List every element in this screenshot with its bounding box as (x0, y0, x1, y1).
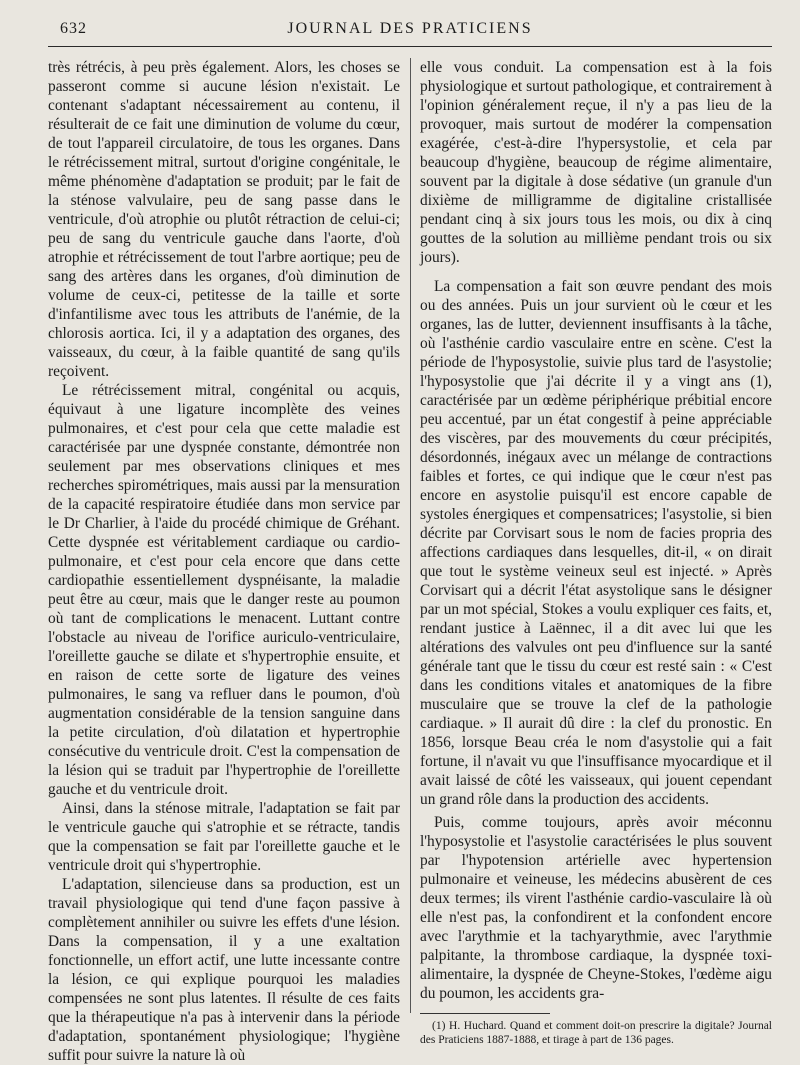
header-rule (48, 46, 772, 47)
paragraph: très rétrécis, à peu près également. Alors, les choses se passeront comme si aucune lésion n'existait. Le contenant s'adaptant nécessairement au contenu, il résulterait de ce fait une diminution de volume du cœur, de tout l'appareil circulatoire, de tous les organes. Dans le rétrécissement mitral, surtout d'origine congénitale, le même phénomène d'adaptation se produit; par le fait de la sténose valvulaire, peu de sang passe dans le ventricule, d'où atrophie ou plutôt rétraction de celui-ci; peu de sang du ventricule gauche dans l'aorte, d'où atrophie et rétrécissement de tout l'arbre aortique; peu de sang des artères dans les organes, d'où diminution de volume de ceux-ci, petitesse de la taille et sorte d'infantilisme avec tous les attributs de l'anémie, de la chlorosis aortica. Ici, il y a adaptation des organes, des vaisseaux, du cœur, à la faible quantité de sang qu'ils reçoivent. (48, 59, 400, 380)
page-header (48, 18, 772, 42)
paragraph: Ainsi, dans la sténose mitrale, l'adaptation se fait par le ventricule gauche qui s'atrophie et se rétracte, tandis que la compensation se fait par l'oreillette gauche et le ventricule droit qui s'hypertrophie. (48, 800, 400, 874)
column-divider (410, 58, 411, 1013)
page-number: 632 (60, 20, 87, 37)
footnote: (1) H. Huchard. Quand et comment doit-on prescrire la digitale? Journal des Praticiens 1887-1888, et tirage à part de 136 pages. (420, 1020, 772, 1046)
paragraph: Le rétrécissement mitral, congénital ou acquis, équivaut à une ligature incomplète des veines pulmonaires, et c'est pour cela que cette maladie est caractérisée par une dyspnée constante, démontrée non seulement par mes observations cliniques et mes recherches spirométriques, mais aussi par la mensuration de la capacité respiratoire étudiée dans mon service par le Dr Charlier, à l'aide du procédé chimique de Gréhant. Cette dyspnée est véritablement cardiaque ou cardio-pulmonaire, et c'est pour cela encore que dans cette cardiopathie essentiellement dyspnéisante, la maladie peut être au cœur, mais que le danger reste au poumon où tant de complications le menacent. Luttant contre l'obstacle au niveau de l'orifice auriculo-ventriculaire, l'oreillette gauche se dilate et s'hypertrophie ensuite, et en raison de cette sorte de ligature des veines pulmonaires, le sang va refluer dans le poumon, d'où augmentation considérable de la tension sanguine dans la petite circulation, d'où dilatation et hypertrophie consécutive du ventricule droit. C'est la compensation de la lésion qui se traduit par l'hypertrophie de l'oreillette gauche et du ventricule droit. (48, 382, 400, 798)
right-column (420, 58, 772, 1047)
article-body (48, 58, 772, 1064)
paragraph: L'adaptation, silencieuse dans sa production, est un travail physiologique qui tend d'une façon passive à complètement annihiler ou suivre les effets d'une lésion. Dans la compensation, il y a une exaltation fonctionnelle, un effort actif, une lutte incessante contre la lésion, ce qui explique pourquoi les maladies compensées ne sont plus latentes. Il résulte de ces faits que la thérapeutique n'a pas à intervenir dans la période d'adaptation, spontanément physiologique; l'hygiène suffit pour suivre la nature là où (48, 876, 400, 1064)
paragraph: elle vous conduit. La compensation est à la fois physiologique et surtout pathologique, et contrairement à l'opinion généralement reçue, il n'y a pas lieu de la provoquer, mais surtout de modérer la compensation exagérée, c'est-à-dire l'hypersystolie, et cela par beaucoup d'hygiène, beaucoup de régime alimentaire, souvent par la digitale à dose sédative (un granule d'un dixième de milligramme de digitaline cristallisée pendant cinq à six jours tous les mois, ou dix à cinq gouttes de la solution au millième pendant trois ou six jours). (420, 59, 772, 266)
paragraph: La compensation a fait son œuvre pendant des mois ou des années. Puis un jour survient où le cœur et les organes, las de lutter, deviennent insuffisants à la tâche, où l'asthénie cardio vasculaire entre en scène. C'est la période de l'hyposystolie, suivie plus tard de l'asystolie; l'hyposystolie que j'ai décrite il y a vingt ans (1), caractérisée par un œdème périphérique prébitial encore peu accentué, par un état congestif à peine appréciable des viscères, par des mouvements du cœur précipités, désordonnés, inégaux avec un mélange de contractions faibles et fortes, ce qui indique que le cœur n'est pas encore en asystolie puisqu'il est encore capable de systoles énergiques et compensatrices; l'asystolie, si bien décrite par Corvisart sous le nom de facies propria des affections cardiaques dans lesquelles, dit-il, « on dirait que tout le système veineux seul est injecté. » Après Corvisart qui a décrit l'état asystolique sans le désigner par un mot spécial, Stokes a voulu expliquer ces faits, et, rendant justice à Laënnec, il a dit avec lui que les altérations des valvules ont peu d'influence sur la santé générale tant que le tissu du cœur est resté sain : « C'est dans les conditions vitales et anatomiques de la fibre musculaire que se trouve la clef de la pathologie cardiaque. » Il aurait dû dire : la clef du pronostic. En 1856, lorsque Beau créa le nom d'asystolie qui a fait fortune, il n'avait vu que l'insuffisance myocardique et il avait laissé de côté les vaisseaux, qui jouent cependant un grand rôle dans la production des accidents. (420, 278, 772, 808)
left-column (48, 58, 400, 1065)
paragraph: Puis, comme toujours, après avoir méconnu l'hyposystolie et l'asystolie caractérisées le plus souvent par l'hypotension artérielle avec hypertension pulmonaire et veineuse, les médecins abusèrent de ces deux termes; ils virent l'asthénie cardio-vasculaire là où elle n'est pas, la confondirent et la confondent encore avec l'arythmie et la tachyarythmie, avec l'arythmie palpitante, la thrombose cardiaque, la dyspnée toxi-alimentaire, la dyspnée de Cheyne-Stokes, l'œdème aigu du poumon, les accidents gra- (420, 814, 772, 1002)
footnote-rule (420, 1013, 550, 1014)
journal-title: JOURNAL DES PRATICIENS (287, 20, 533, 37)
